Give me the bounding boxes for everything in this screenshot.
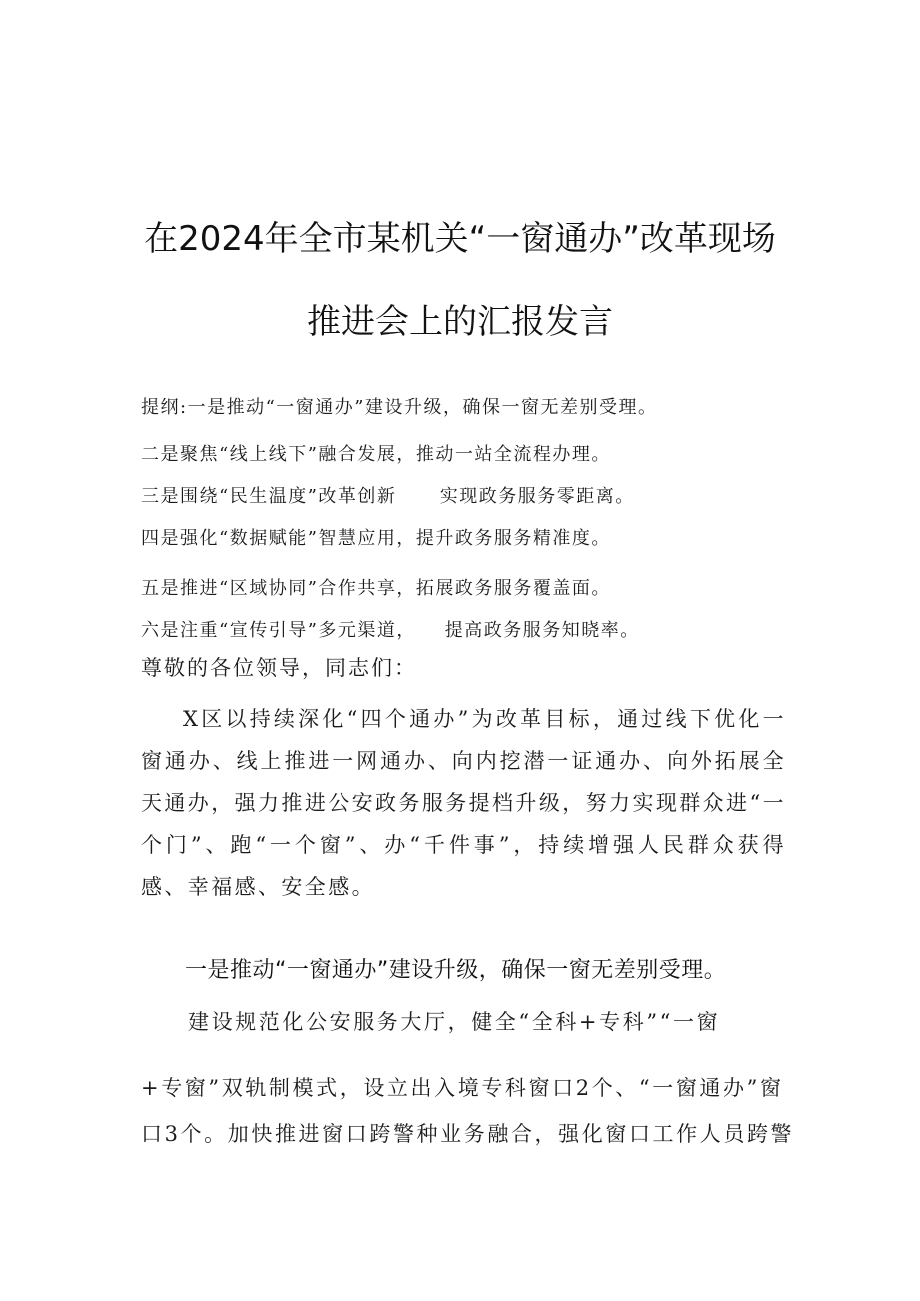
section-1-line-3: 口3个。加快推进窗口跨警种业务融合，强化窗口工作人员跨警 [141, 1122, 795, 1146]
outline-item-6: 六是注重“宣传引导”多元渠道， 提高政务服务知晓率。 [141, 620, 640, 641]
outline-item-1: 提纲:一是推动“一窗通办”建设升级，确保一窗无差别受理。 [141, 397, 658, 418]
outline-item-5: 五是推进“区域协同”合作共享，拓展政务服务覆盖面。 [141, 578, 611, 599]
outline-item-4: 四是强化“数据赋能”智慧应用，提升政务服务精准度。 [141, 528, 611, 549]
section-1-line-1: 建设规范化公安服务大厅，健全“全科+专科”“一窗 [188, 1010, 721, 1034]
intro-paragraph: X区以持续深化“四个通办”为改革目标，通过线下优化一窗通办、线上推进一网通办、向内挖潜一证通办、向外拓展全天通办，强力推进公安政务服务提档升级，努力实现群众进“一个门”、跑“一个窗”、办“千件事”，持续增强人民群众获得感、幸福感、安全感。 [141, 707, 786, 899]
section-1-heading: 一是推动“一窗通办”建设升级，确保一窗无差别受理。 [185, 958, 727, 983]
section-1-line-2: +专窗”双轨制模式，设立出入境专科窗口2个、“一窗通办”窗 [141, 1076, 784, 1100]
document-title-line-2: 推进会上的汇报发言 [307, 302, 613, 342]
outline-item-2: 二是聚焦“线上线下”融合发展，推动一站全流程办理。 [141, 444, 611, 465]
outline-item-3: 三是围绕“民生温度”改革创新 实现政务服务零距离。 [141, 486, 635, 507]
greeting: 尊敬的各位领导，同志们： [141, 656, 417, 680]
document-title-line-1: 在2024年全市某机关“一窗通办”改革现场 [144, 219, 776, 259]
